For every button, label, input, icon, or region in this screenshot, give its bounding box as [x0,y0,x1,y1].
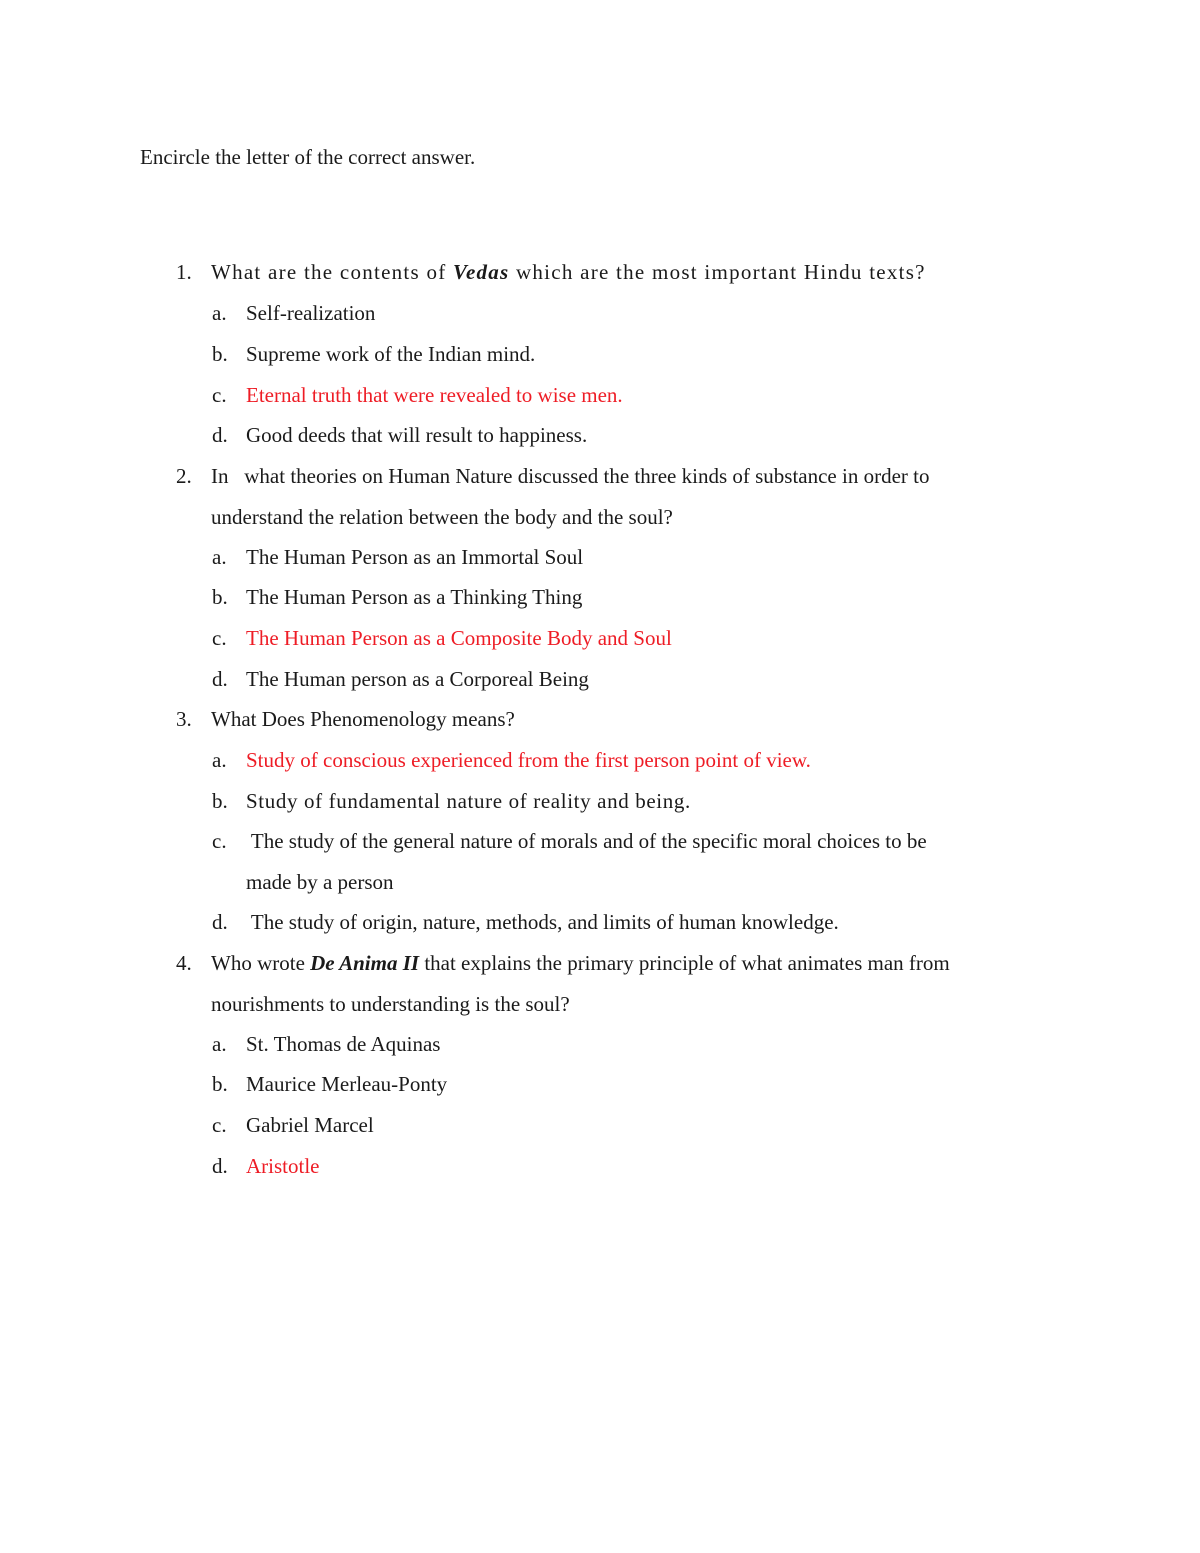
option-text: Self-realization [246,301,376,325]
option-text-correct: Aristotle [246,1154,320,1178]
option-letter: b. [212,789,228,813]
instruction-text: Encircle the letter of the correct answer. [140,145,476,169]
question-emphasis: De Anima II [310,951,420,975]
option-text: The study of origin, nature, methods, and limits of human knowledge. [246,910,839,934]
question-emphasis: Vedas [453,260,510,284]
option-text-correct: The Human Person as a Composite Body and Soul [246,626,672,650]
question-text-part: which are the most important Hindu texts? [509,260,926,284]
question-text [211,949,950,977]
option-text-continued: made by a person [246,870,394,894]
option-letter: a. [212,545,227,569]
option-letter: d. [212,910,228,934]
question-number: 4. [176,951,192,975]
question-text: What Does Phenomenology means? [211,707,515,731]
option-letter: b. [212,585,228,609]
question-text: In what theories on Human Nature discussed the three kinds of substance in order to [211,464,930,488]
question-number: 1. [176,260,192,284]
question-number: 3. [176,707,192,731]
option-letter: c. [212,1113,227,1137]
option-text-correct: Eternal truth that were revealed to wise men. [246,383,623,407]
question-text-continued: nourishments to understanding is the soul? [211,992,570,1016]
option-letter: b. [212,342,228,366]
option-text-correct: Study of conscious experienced from the first person point of view. [246,748,811,772]
question-text [211,258,926,286]
option-letter: d. [212,423,228,447]
option-text: The study of the general nature of morals and of the specific moral choices to be [246,829,927,853]
question-text-part: that explains the primary principle of what animates man from [419,951,950,975]
question-text-part: Who wrote [211,951,311,975]
option-letter: a. [212,1032,227,1056]
option-letter: c. [212,626,227,650]
question-text-continued: understand the relation between the body and the soul? [211,505,673,529]
option-letter: d. [212,667,228,691]
option-letter: a. [212,301,227,325]
option-text: Gabriel Marcel [246,1113,374,1137]
option-text: Maurice Merleau-Ponty [246,1072,448,1096]
option-letter: d. [212,1154,228,1178]
option-letter: c. [212,383,227,407]
option-text: Study of fundamental nature of reality and being. [246,789,691,813]
option-text: St. Thomas de Aquinas [246,1032,441,1056]
option-letter: b. [212,1072,228,1096]
option-text: Supreme work of the Indian mind. [246,342,536,366]
option-text: The Human person as a Corporeal Being [246,667,589,691]
option-text: The Human Person as a Thinking Thing [246,585,583,609]
question-number: 2. [176,464,192,488]
option-text: The Human Person as an Immortal Soul [246,545,584,569]
option-letter: c. [212,829,227,853]
option-text: Good deeds that will result to happiness. [246,423,588,447]
option-letter: a. [212,748,227,772]
question-text-part: What are the contents of [211,260,453,284]
